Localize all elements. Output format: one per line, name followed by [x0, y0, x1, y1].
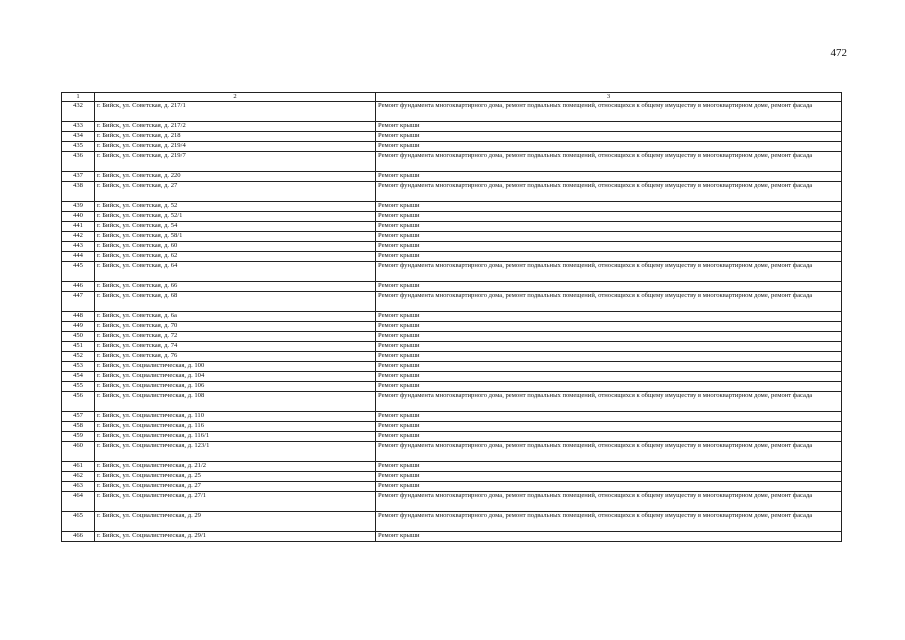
table-row — [62, 142, 842, 152]
table-row — [62, 202, 842, 212]
address-cell: г. Бийск, ул. Социалистическая, д. 108 — [95, 392, 376, 412]
work-type-cell: Ремонт крыши — [376, 322, 842, 332]
address-cell: г. Бийск, ул. Социалистическая, д. 27/1 — [95, 492, 376, 512]
work-type-cell: Ремонт фундамента многоквартирного дома, ремонт подвальных помещений, относящихся к общему имуществу в многоквартирном доме, ремонт фасада — [376, 512, 842, 532]
address-cell: г. Бийск, ул. Социалистическая, д. 21/2 — [95, 462, 376, 472]
row-number-cell: 432 — [62, 102, 95, 122]
work-type-cell: Ремонт крыши — [376, 172, 842, 182]
row-number-cell: 446 — [62, 282, 95, 292]
work-type-cell: Ремонт крыши — [376, 232, 842, 242]
address-cell: г. Бийск, ул. Советская, д. 218 — [95, 132, 376, 142]
table-body — [62, 102, 842, 542]
address-cell: г. Бийск, ул. Советская, д. 220 — [95, 172, 376, 182]
repair-registry-table — [61, 92, 842, 542]
address-cell: г. Бийск, ул. Советская, д. 217/1 — [95, 102, 376, 122]
address-cell: г. Бийск, ул. Социалистическая, д. 116 — [95, 422, 376, 432]
table-row — [62, 532, 842, 542]
table-row — [62, 342, 842, 352]
work-type-cell: Ремонт фундамента многоквартирного дома, ремонт подвальных помещений, относящихся к общему имуществу в многоквартирном доме, ремонт фасада — [376, 102, 842, 122]
table-row — [62, 352, 842, 362]
row-number-cell: 463 — [62, 482, 95, 492]
table-row — [62, 472, 842, 482]
table-row — [62, 262, 842, 282]
work-type-cell: Ремонт крыши — [376, 462, 842, 472]
address-cell: г. Бийск, ул. Социалистическая, д. 116/1 — [95, 432, 376, 442]
address-cell: г. Бийск, ул. Советская, д. 60 — [95, 242, 376, 252]
work-type-cell: Ремонт крыши — [376, 532, 842, 542]
table-row — [62, 232, 842, 242]
row-number-cell: 458 — [62, 422, 95, 432]
table-row — [62, 442, 842, 462]
row-number-cell: 440 — [62, 212, 95, 222]
row-number-cell: 441 — [62, 222, 95, 232]
work-type-cell: Ремонт крыши — [376, 382, 842, 392]
address-cell: г. Бийск, ул. Советская, д. 52 — [95, 202, 376, 212]
address-cell: г. Бийск, ул. Советская, д. 219/7 — [95, 152, 376, 172]
table-row — [62, 152, 842, 172]
row-number-cell: 450 — [62, 332, 95, 342]
work-type-cell: Ремонт крыши — [376, 312, 842, 322]
row-number-cell: 435 — [62, 142, 95, 152]
row-number-cell: 443 — [62, 242, 95, 252]
address-cell: г. Бийск, ул. Советская, д. 54 — [95, 222, 376, 232]
address-cell: г. Бийск, ул. Советская, д. 217/2 — [95, 122, 376, 132]
table-row — [62, 422, 842, 432]
address-cell: г. Бийск, ул. Социалистическая, д. 106 — [95, 382, 376, 392]
work-type-cell: Ремонт крыши — [376, 432, 842, 442]
work-type-cell: Ремонт крыши — [376, 342, 842, 352]
row-number-cell: 453 — [62, 362, 95, 372]
row-number-cell: 433 — [62, 122, 95, 132]
address-cell: г. Бийск, ул. Советская, д. 68 — [95, 292, 376, 312]
table-row — [62, 122, 842, 132]
address-cell: г. Бийск, ул. Советская, д. 52/1 — [95, 212, 376, 222]
row-number-cell: 452 — [62, 352, 95, 362]
address-cell: г. Бийск, ул. Социалистическая, д. 27 — [95, 482, 376, 492]
work-type-cell: Ремонт фундамента многоквартирного дома, ремонт подвальных помещений, относящихся к общему имуществу в многоквартирном доме, ремонт фасада — [376, 442, 842, 462]
row-number-cell: 439 — [62, 202, 95, 212]
table-row — [62, 492, 842, 512]
work-type-cell: Ремонт крыши — [376, 122, 842, 132]
work-type-cell: Ремонт крыши — [376, 422, 842, 432]
table-row — [62, 322, 842, 332]
table-row — [62, 482, 842, 492]
table-row — [62, 512, 842, 532]
row-number-cell: 442 — [62, 232, 95, 242]
work-type-cell: Ремонт фундамента многоквартирного дома, ремонт подвальных помещений, относящихся к общему имуществу в многоквартирном доме, ремонт фасада — [376, 392, 842, 412]
row-number-cell: 457 — [62, 412, 95, 422]
table-row — [62, 362, 842, 372]
row-number-cell: 456 — [62, 392, 95, 412]
row-number-cell: 464 — [62, 492, 95, 512]
row-number-cell: 455 — [62, 382, 95, 392]
row-number-cell: 462 — [62, 472, 95, 482]
work-type-cell: Ремонт крыши — [376, 142, 842, 152]
row-number-cell: 454 — [62, 372, 95, 382]
row-number-cell: 466 — [62, 532, 95, 542]
address-cell: г. Бийск, ул. Социалистическая, д. 104 — [95, 372, 376, 382]
work-type-cell: Ремонт крыши — [376, 482, 842, 492]
row-number-cell: 445 — [62, 262, 95, 282]
work-type-cell: Ремонт крыши — [376, 352, 842, 362]
table-row — [62, 332, 842, 342]
work-type-cell: Ремонт фундамента многоквартирного дома, ремонт подвальных помещений, относящихся к общему имуществу в многоквартирном доме, ремонт фасада — [376, 262, 842, 282]
table-row — [62, 292, 842, 312]
row-number-cell: 437 — [62, 172, 95, 182]
address-cell: г. Бийск, ул. Социалистическая, д. 29/1 — [95, 532, 376, 542]
address-cell: г. Бийск, ул. Советская, д. 66 — [95, 282, 376, 292]
row-number-cell: 448 — [62, 312, 95, 322]
address-cell: г. Бийск, ул. Советская, д. 70 — [95, 322, 376, 332]
table-row — [62, 462, 842, 472]
table-header-row — [62, 93, 842, 102]
work-type-cell: Ремонт фундамента многоквартирного дома, ремонт подвальных помещений, относящихся к общему имуществу в многоквартирном доме, ремонт фасада — [376, 492, 842, 512]
address-cell: г. Бийск, ул. Советская, д. 58/1 — [95, 232, 376, 242]
table-row — [62, 412, 842, 422]
work-type-cell: Ремонт фундамента многоквартирного дома, ремонт подвальных помещений, относящихся к общему имуществу в многоквартирном доме, ремонт фасада — [376, 152, 842, 172]
address-cell: г. Бийск, ул. Социалистическая, д. 29 — [95, 512, 376, 532]
row-number-cell: 461 — [62, 462, 95, 472]
column-header-work: 3 — [376, 93, 842, 102]
address-cell: г. Бийск, ул. Советская, д. 219/4 — [95, 142, 376, 152]
row-number-cell: 438 — [62, 182, 95, 202]
table-row — [62, 102, 842, 122]
table-row — [62, 282, 842, 292]
table-row — [62, 212, 842, 222]
work-type-cell: Ремонт крыши — [376, 202, 842, 212]
address-cell: г. Бийск, ул. Социалистическая, д. 123/1 — [95, 442, 376, 462]
row-number-cell: 465 — [62, 512, 95, 532]
table-row — [62, 242, 842, 252]
address-cell: г. Бийск, ул. Социалистическая, д. 110 — [95, 412, 376, 422]
work-type-cell: Ремонт крыши — [376, 282, 842, 292]
work-type-cell: Ремонт крыши — [376, 212, 842, 222]
row-number-cell: 449 — [62, 322, 95, 332]
work-type-cell: Ремонт крыши — [376, 472, 842, 482]
table-row — [62, 312, 842, 322]
address-cell: г. Бийск, ул. Советская, д. 76 — [95, 352, 376, 362]
address-cell: г. Бийск, ул. Советская, д. 74 — [95, 342, 376, 352]
work-type-cell: Ремонт крыши — [376, 332, 842, 342]
page-number: 472 — [830, 47, 847, 59]
table-row — [62, 222, 842, 232]
column-header-address: 2 — [95, 93, 376, 102]
row-number-cell: 436 — [62, 152, 95, 172]
work-type-cell: Ремонт фундамента многоквартирного дома, ремонт подвальных помещений, относящихся к общему имуществу в многоквартирном доме, ремонт фасада — [376, 292, 842, 312]
table-row — [62, 432, 842, 442]
table-row — [62, 182, 842, 202]
work-type-cell: Ремонт крыши — [376, 222, 842, 232]
row-number-cell: 451 — [62, 342, 95, 352]
row-number-cell: 460 — [62, 442, 95, 462]
address-cell: г. Бийск, ул. Советская, д. 6а — [95, 312, 376, 322]
table-row — [62, 132, 842, 142]
row-number-cell: 459 — [62, 432, 95, 442]
address-cell: г. Бийск, ул. Советская, д. 72 — [95, 332, 376, 342]
table-row — [62, 252, 842, 262]
work-type-cell: Ремонт крыши — [376, 252, 842, 262]
work-type-cell: Ремонт крыши — [376, 242, 842, 252]
address-cell: г. Бийск, ул. Социалистическая, д. 100 — [95, 362, 376, 372]
address-cell: г. Бийск, ул. Советская, д. 62 — [95, 252, 376, 262]
address-cell: г. Бийск, ул. Социалистическая, д. 25 — [95, 472, 376, 482]
row-number-cell: 447 — [62, 292, 95, 312]
work-type-cell: Ремонт крыши — [376, 412, 842, 422]
table-row — [62, 382, 842, 392]
work-type-cell: Ремонт крыши — [376, 372, 842, 382]
table-row — [62, 392, 842, 412]
address-cell: г. Бийск, ул. Советская, д. 27 — [95, 182, 376, 202]
work-type-cell: Ремонт крыши — [376, 132, 842, 142]
row-number-cell: 444 — [62, 252, 95, 262]
table-row — [62, 172, 842, 182]
table-row — [62, 372, 842, 382]
column-header-number: 1 — [62, 93, 95, 102]
row-number-cell: 434 — [62, 132, 95, 142]
address-cell: г. Бийск, ул. Советская, д. 64 — [95, 262, 376, 282]
work-type-cell: Ремонт фундамента многоквартирного дома, ремонт подвальных помещений, относящихся к общему имуществу в многоквартирном доме, ремонт фасада — [376, 182, 842, 202]
work-type-cell: Ремонт крыши — [376, 362, 842, 372]
